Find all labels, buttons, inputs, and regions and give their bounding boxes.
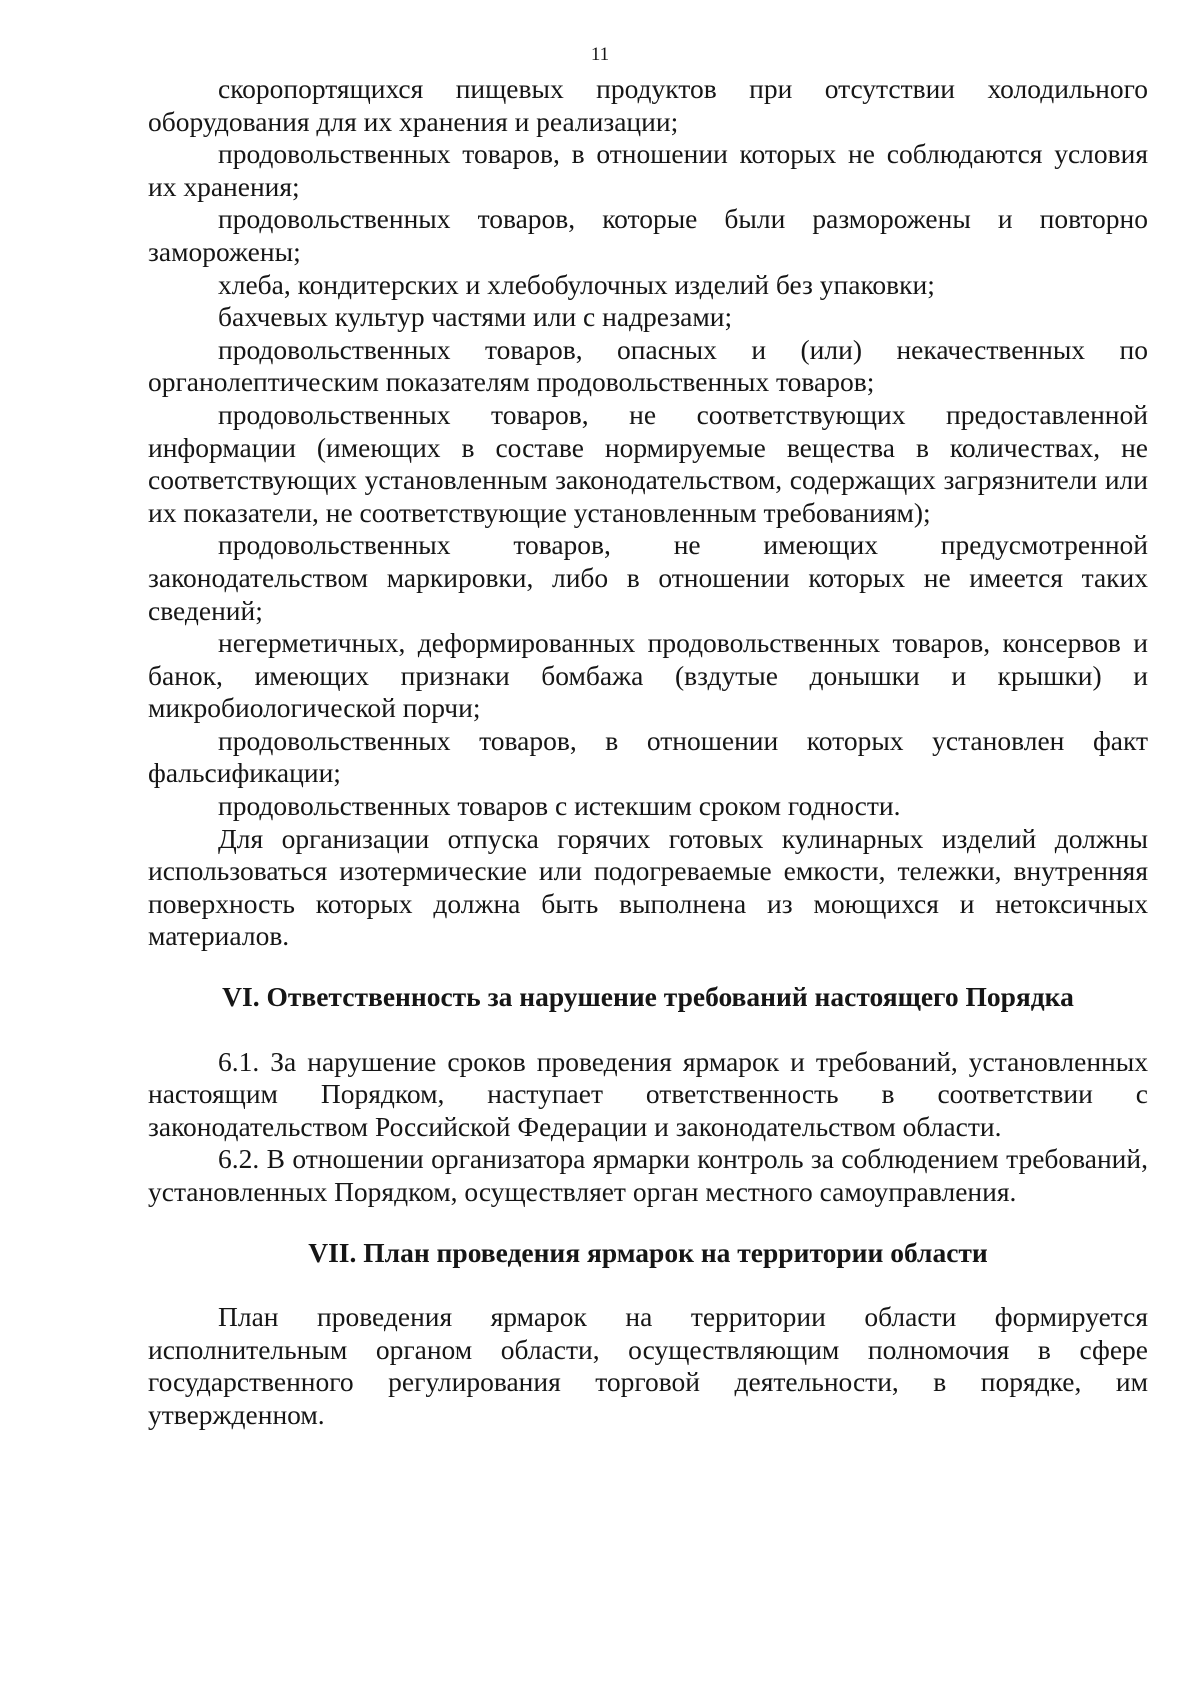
document-body (148, 73, 1148, 1432)
list-item: негерметичных, деформированных продовольственных товаров, консервов и банок, имеющих признаки бомбажа (вздутые донышки и крышки) и микробиологической порчи; (148, 627, 1148, 724)
paragraph-6-1: 6.1. За нарушение сроков проведения ярмарок и требований, установленных настоящим Порядком, наступает ответственность в соответствии с законодательством Российской Федерации и законодательством области. (148, 1045, 1148, 1142)
list-item: бахчевых культур частями или с надрезами; (218, 301, 733, 333)
list-item: продовольственных товаров, опасных и (или) некачественных по органолептическим показателям продовольственных товаров; (148, 333, 1148, 398)
list-item: продовольственных товаров с истекшим сроком годности. (218, 790, 901, 822)
section-7-heading: VII. План проведения ярмарок на территории области (308, 1236, 988, 1268)
paragraph-7: План проведения ярмарок на территории области формируется исполнительным органом области, осуществляющим полномочия в сфере государственного регулирования торговой деятельности, в порядке, им утвержденном. (148, 1301, 1148, 1430)
page-number: 11 (590, 44, 610, 65)
paragraph-hot-food: Для организации отпуска горячих готовых кулинарных изделий должны использоваться изотермические или подогреваемые емкости, тележки, внутренняя поверхность которых должна быть выполнена из моющихся и нетоксичных материалов. (148, 822, 1148, 952)
list-item: продовольственных товаров, в отношении которых установлен факт фальсификации; (148, 724, 1148, 789)
list-item: скоропортящихся пищевых продуктов при отсутствии холодильного оборудования для их хранения и реализации; (148, 73, 1148, 137)
list-item: продовольственных товаров, не имеющих предусмотренной законодательством маркировки, либо в отношении которых не имеется таких сведений; (148, 529, 1148, 626)
section-6-heading: VI. Ответственность за нарушение требований настоящего Порядка (222, 981, 1074, 1013)
list-item: продовольственных товаров, в отношении которых не соблюдаются условия их хранения; (148, 138, 1148, 202)
paragraph-6-2: 6.2. В отношении организатора ярмарки контроль за соблюдением требований, установленных Порядком, осуществляет орган местного самоуправления. (148, 1143, 1148, 1207)
list-item: хлеба, кондитерских и хлебобулочных изделий без упаковки; (218, 268, 935, 300)
list-item: продовольственных товаров, не соответствующих предоставленной информации (имеющих в составе нормируемые вещества в количествах, не соответствующих установленным законодательством, содержащих загрязнители или их показатели, не соответствующие установленным требованиям); (148, 398, 1148, 528)
list-item: продовольственных товаров, которые были разморожены и повторно заморожены; (148, 203, 1148, 267)
